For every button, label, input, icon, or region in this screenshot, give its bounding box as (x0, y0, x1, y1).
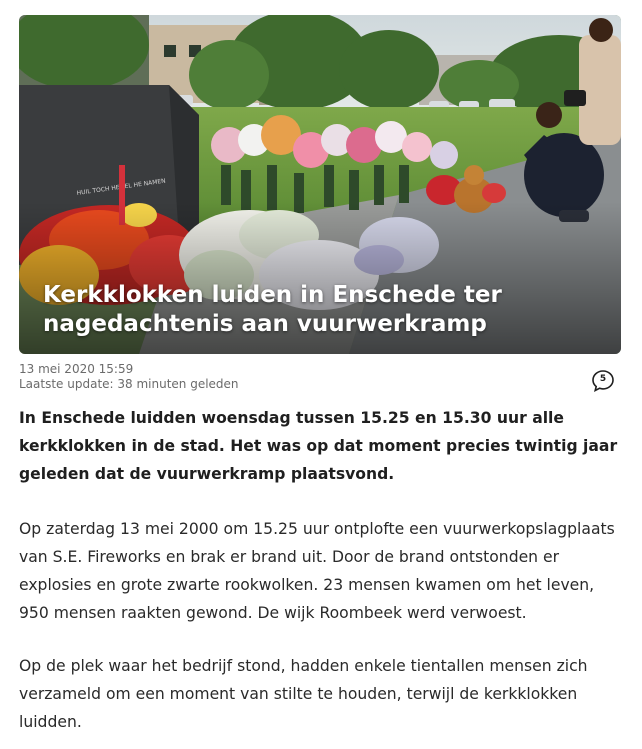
article-paragraph-2: Op de plek waar het bedrijf stond, hadden enkele tientallen mensen zich verzameld om een moment van stilte te houden, terwijl de kerkklokken luidden. (19, 657, 588, 731)
last-update: Laatste update: 38 minuten geleden (19, 377, 239, 391)
article-lead: In Enschede luidden woensdag tussen 15.25 en 15.30 uur alle kerkklokken in de stad. Het was op dat moment precies twintig jaar geleden dat de vuurwerkramp plaatsvond. (19, 409, 618, 483)
comments-button[interactable] (591, 369, 615, 393)
article-hero-image[interactable] (19, 15, 621, 354)
comment-count: 5 (599, 374, 607, 384)
publish-date: 13 mei 2020 15:59 (19, 362, 134, 376)
article-title: Kerkklokken luiden in Enschede ter nagedachtenis aan vuurwerkramp (43, 282, 502, 337)
article-meta (19, 362, 239, 392)
article-paragraph-1: Op zaterdag 13 mei 2000 om 15.25 uur ontplofte een vuurwerkopslagplaats van S.E. Fireworks en brak er brand uit. Door de brand ontstonden er explosies en grote zwarte rookwolken. 23 mensen kwamen om het leven, 950 mensen raakten gewond. De wijk Roombeek werd verwoest. (19, 520, 615, 622)
